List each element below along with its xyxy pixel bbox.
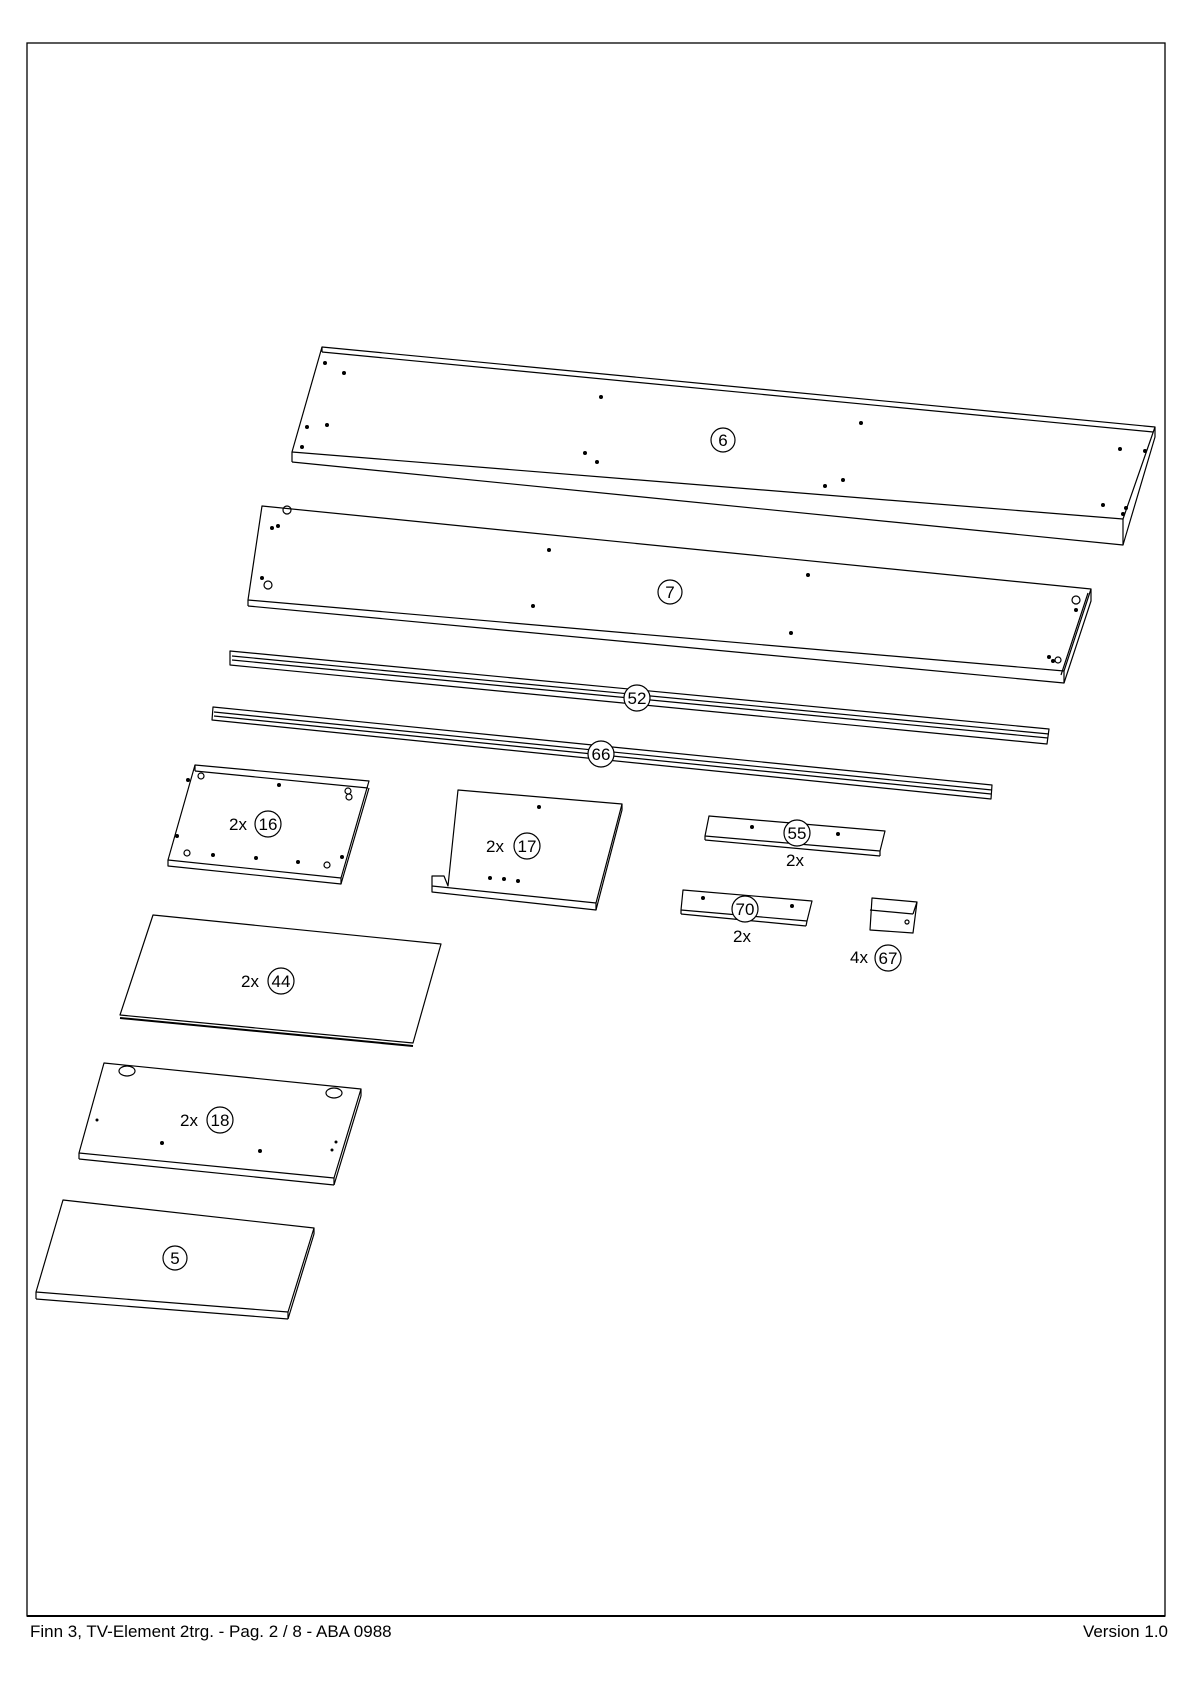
part-number: 6 <box>718 431 728 450</box>
callout-5 <box>163 1246 187 1270</box>
callout-52 <box>624 685 650 711</box>
callout-66 <box>588 741 614 767</box>
part-number: 7 <box>665 583 675 602</box>
part-quantity: 2x <box>241 972 259 991</box>
part-number: 67 <box>878 949 898 968</box>
part-number: 55 <box>787 824 807 843</box>
part-number: 44 <box>271 972 291 991</box>
part-number: 18 <box>210 1111 230 1130</box>
part-quantity: 2x <box>180 1111 198 1130</box>
part-number: 70 <box>735 900 755 919</box>
part-number: 5 <box>170 1249 180 1268</box>
part-number: 16 <box>258 815 278 834</box>
part-quantity: 2x <box>486 837 504 856</box>
part-number: 52 <box>627 689 647 708</box>
part-quantity: 2x <box>733 927 751 946</box>
part-67-block <box>870 898 917 933</box>
document-info: Finn 3, TV-Element 2trg. - Pag. 2 / 8 - ABA 0988 <box>30 1622 392 1641</box>
part-quantity: 2x <box>229 815 247 834</box>
callout-67 <box>850 945 901 971</box>
part-quantity: 2x <box>786 851 804 870</box>
callout-6 <box>711 428 735 452</box>
part-number: 66 <box>591 745 611 764</box>
callout-7 <box>658 580 682 604</box>
part-quantity: 4x <box>850 948 868 967</box>
version-label: Version 1.0 <box>1082 1622 1168 1641</box>
part-number: 17 <box>517 837 537 856</box>
